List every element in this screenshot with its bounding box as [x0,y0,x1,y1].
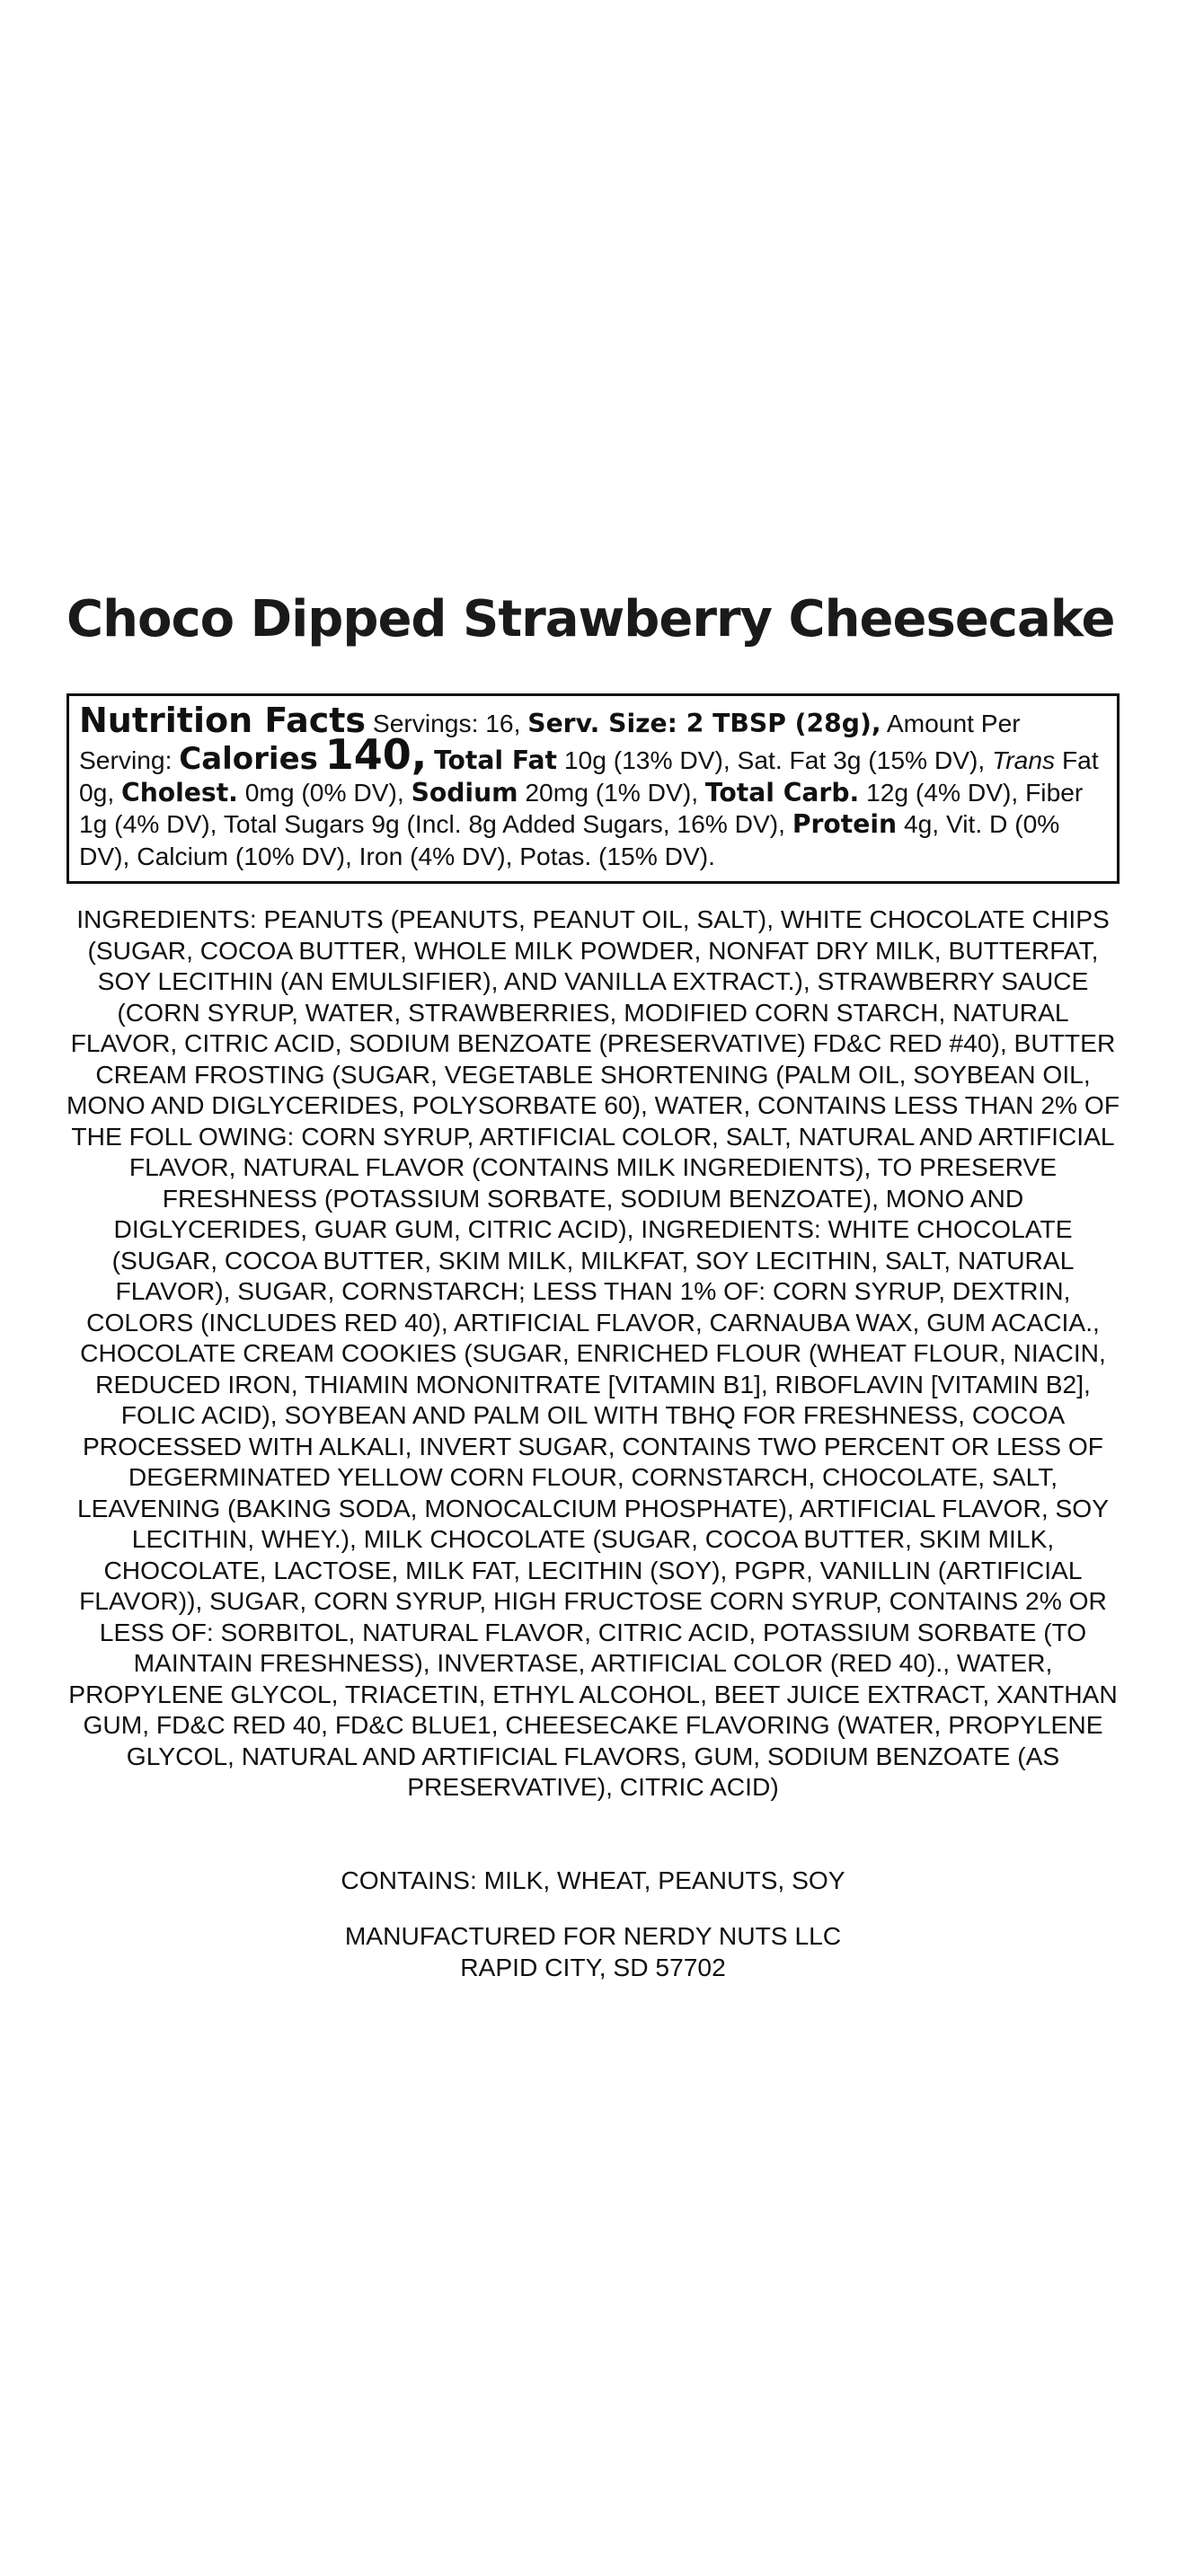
protein-label: Protein [792,809,898,840]
trans-fat-label: Trans [992,745,1056,775]
trans-fat-value: Fat 0g, [79,745,1099,807]
calories-label: Calories [179,741,318,778]
sodium-value: 20mg (1% DV), [525,777,699,807]
cholesterol-label: Cholest. [121,777,238,807]
total-fat-value: 10g (13% DV), Sat. Fat 3g (15% DV), [563,745,986,775]
ingredients-list: INGREDIENTS: PEANUTS (PEANUTS, PEANUT OIL, SALT), WHITE CHOCOLATE CHIPS (SUGAR, COCOA BUTTER, WHOLE MILK POWDER, NONFAT DRY MILK, BUTTERFAT, SOY LECITHIN (AN EMULSIFIER), AND VANILLA EXTRACT.), STRAWBERRY SAUCE (CORN SYRUP, WATER, STRAWBERRIES, MODIFIED CORN STARCH, NATURAL FLAVOR, CITRIC ACID, SODIUM BENZOATE (PRESERVATIVE) FD&C RED #40), BUTTER CREAM FROSTING (SUGAR, VEGETABLE SHORTENING (PALM OIL, SOYBEAN OIL, MONO AND DIGLYCERIDES, POLYSORBATE 60), WATER, CONTAINS LESS THAN 2% OF THE FOLL OWING: CORN SYRUP, ARTIFICIAL COLOR, SALT, NATURAL AND ARTIFICIAL FLAVOR, NATURAL FLAVOR (CONTAINS MILK INGREDIENTS), TO PRESERVE FRESHNESS (POTASSIUM SORBATE, SODIUM BENZOATE), MONO AND DIGLYCERIDES, GUAR GUM, CITRIC ACID), INGREDIENTS: WHITE CHOCOLATE (SUGAR, COCOA BUTTER, SKIM MILK, MILKFAT, SOY LECITHIN, SALT, NATURAL FLAVOR), SUGAR, CORNSTARCH; LESS THAN 1% OF: CORN SYRUP, DEXTRIN, COLORS (INCLUDES RED 40), ARTIFICIAL FLAVOR, CARNAUBA WAX, GUM ACACIA., CHOCOLATE CREAM COOKIES (SUGAR, ENRICHED FLOUR (WHEAT FLOUR, NIACIN, REDUCED IRON, THIAMIN MONONITRATE [VITAMIN B1], RIBOFLAVIN [VITAMIN B2], FOLIC ACID), SOYBEAN AND PALM OIL WITH TBHQ FOR FRESHNESS, COCOA PROCESSED WITH ALKALI, INVERT SUGAR, CONTAINS TWO PERCENT OR LESS OF DEGERMINATED YELLOW CORN FLOUR, CORNSTARCH, CHOCOLATE, SALT, LEAVENING (BAKING SODA, MONOCALCIUM PHOSPHATE), ARTIFICIAL FLAVOR, SOY LECITHIN, WHEY.), MILK CHOCOLATE (SUGAR, COCOA BUTTER, SKIM MILK, CHOCOLATE, LACTOSE, MILK FAT, LECITHIN (SOY), PGPR, VANILLIN (ARTIFICIAL FLAVOR)), SUGAR, CORN SYRUP, HIGH FRUCTOSE CORN SYRUP, CONTAINS 2% OR LESS OF: SORBITOL, NATURAL FLAVOR, CITRIC ACID, POTASSIUM SORBATE (TO MAINTAIN FRESHNESS), INVERTASE, ARTIFICIAL COLOR (RED 40)., WATER, PROPYLENE GLYCOL, TRIACETIN, ETHYL ALCOHOL, BEET JUICE EXTRACT, XANTHAN GUM, FD&C RED 40, FD&C BLUE1, CHEESECAKE FLAVORING (WATER, PROPYLENE GLYCOL, NATURAL AND ARTIFICIAL FLAVORS, GUM, SODIUM BENZOATE (AS PRESERVATIVE), CITRIC ACID) [66,904,1120,1801]
manufacturer-info [65,1920,1121,1982]
nutrition-facts-panel [66,693,1120,884]
nutrition-facts-heading: Nutrition Facts [79,701,367,740]
manufacturer-address: RAPID CITY, SD 57702 [460,1952,726,1981]
total-carb-value: 12g (4% DV), Fiber 1g (4% DV), Total Sugars 9g (Incl. 8g Added Sugars, 16% DV), [79,777,1084,839]
total-carb-label: Total Carb. [704,777,860,807]
product-title: Choco Dipped Strawberry Cheesecake [66,590,1115,648]
sodium-label: Sodium [411,777,518,807]
protein-value: 4g, Vit. D (0% DV), Calcium (10% DV), Iron (4% DV), Potas. (15% DV). [79,809,1060,870]
serving-size-label: Serv. Size: 2 TBSP (28g), [527,709,881,738]
servings-text: Servings: 16, [372,709,521,737]
cholesterol-value: 0mg (0% DV), [244,777,404,807]
manufacturer-name: MANUFACTURED FOR NERDY NUTS LLC [344,1921,842,1950]
allergen-statement: CONTAINS: MILK, WHEAT, PEANUTS, SOY [341,1866,845,1894]
amount-per-serving-text: Amount Per Serving: [79,709,1021,775]
calories-value: 140, [324,730,428,780]
total-fat-label: Total Fat [434,745,557,776]
